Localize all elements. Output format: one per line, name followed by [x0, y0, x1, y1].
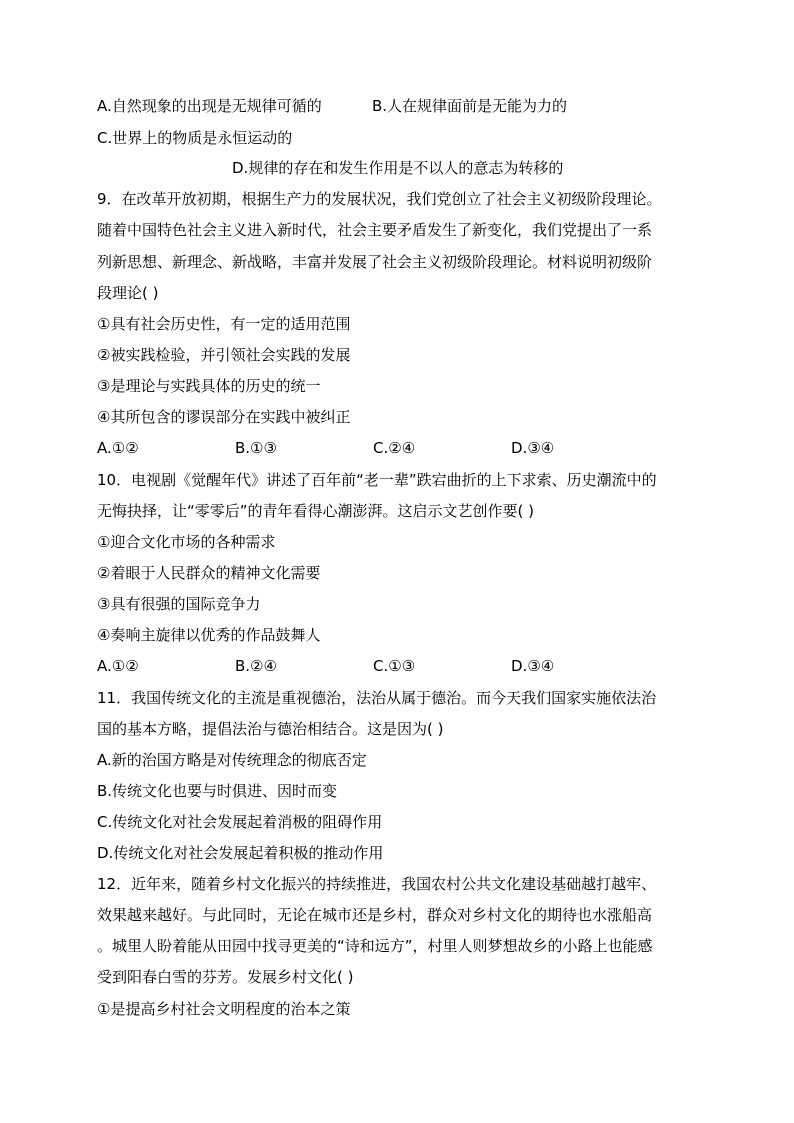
q9-stem-line: 9．在改革开放初期，根据生产力的发展状况，我们党创立了社会主义初级阶段理论。 [97, 190, 662, 208]
q11-option-a: A.新的治国方略是对传统理念的彻底否定 [97, 751, 367, 769]
q11-option-b: B.传统文化也要与时俱进、因时而变 [97, 782, 338, 800]
q10-answer-d: D.③④ [511, 657, 555, 675]
q9-answer-c: C.②④ [373, 439, 416, 457]
q8-options-row-1 [97, 96, 567, 116]
q11-stem-line: 国的基本方略，提倡法治与德治相结合。这是因为( ) [97, 720, 444, 738]
q10-answer-choices [97, 656, 554, 676]
q12-stem-line: 。城里人盼着能从田园中找寻更美的“诗和远方”，村里人则梦想故乡的小路上也能感 [97, 937, 653, 955]
q9-stem-line: 随着中国特色社会主义进入新时代，社会主要矛盾发生了新变化，我们党提出了一系 [97, 221, 653, 239]
q10-stem-line: 10．电视剧《觉醒年代》讲述了百年前“老一辈”跌宕曲折的上下求索、历史潮流中的 [97, 471, 657, 489]
q12-statement: ①是提高乡村社会文明程度的治本之策 [97, 1000, 351, 1018]
q9-answer-choices [97, 438, 554, 458]
q10-statement: ③具有很强的国际竞争力 [97, 595, 261, 613]
q11-stem-line: 11．我国传统文化的主流是重视德治，法治从属于德治。而今天我们国家实施依法治 [97, 689, 657, 707]
q8-option-a: A.自然现象的出现是无规律可循的 [97, 97, 322, 115]
q11-option-d: D.传统文化对社会发展起着积极的推动作用 [97, 844, 384, 862]
q12-stem-line: 受到阳春白雪的芬芳。发展乡村文化( ) [97, 968, 354, 986]
q10-statement: ①迎合文化市场的各种需求 [97, 533, 276, 551]
q10-answer-c: C.①③ [373, 657, 416, 675]
q8-option-d: D.规律的存在和发生作用是不以人的意志为转移的 [232, 159, 564, 177]
q11-option-c: C.传统文化对社会发展起着消极的阻碍作用 [97, 813, 383, 831]
q9-stem-line: 段理论( ) [97, 284, 159, 302]
q9-answer-a: A.①② [97, 439, 139, 457]
q9-statement: ④其所包含的谬误部分在实践中被纠正 [97, 408, 351, 426]
q9-answer-b: B.①③ [235, 439, 277, 457]
q10-answer-a: A.①② [97, 657, 139, 675]
q10-stem-line: 无悔抉择，让“零零后”的青年看得心潮澎湃。这启示文艺创作要( ) [97, 502, 535, 520]
q10-answer-b: B.②④ [235, 657, 277, 675]
q9-statement: ①具有社会历史性，有一定的适用范围 [97, 315, 351, 333]
q8-option-b: B.人在规律面前是无能为力的 [372, 97, 568, 115]
q8-option-c: C.世界上的物质是永恒运动的 [97, 129, 293, 147]
q9-statement: ②被实践检验，并引领社会实践的发展 [97, 346, 351, 364]
q9-stem-line: 列新思想、新理念、新战略，丰富并发展了社会主义初级阶段理论。材料说明初级阶 [97, 253, 653, 271]
q12-stem-line: 效果越来越好。与此同时，无论在城市还是乡村，群众对乡村文化的期待也水涨船高 [97, 906, 653, 924]
q10-statement: ②着眼于人民群众的精神文化需要 [97, 564, 321, 582]
q10-statement: ④奏响主旋律以优秀的作品鼓舞人 [97, 626, 321, 644]
q9-statement: ③是理论与实践具体的历史的统一 [97, 377, 321, 395]
q9-answer-d: D.③④ [511, 439, 555, 457]
q12-stem-line: 12．近年来，随着乡村文化振兴的持续推进，我国农村公共文化建设基础越打越牢、 [97, 875, 657, 893]
